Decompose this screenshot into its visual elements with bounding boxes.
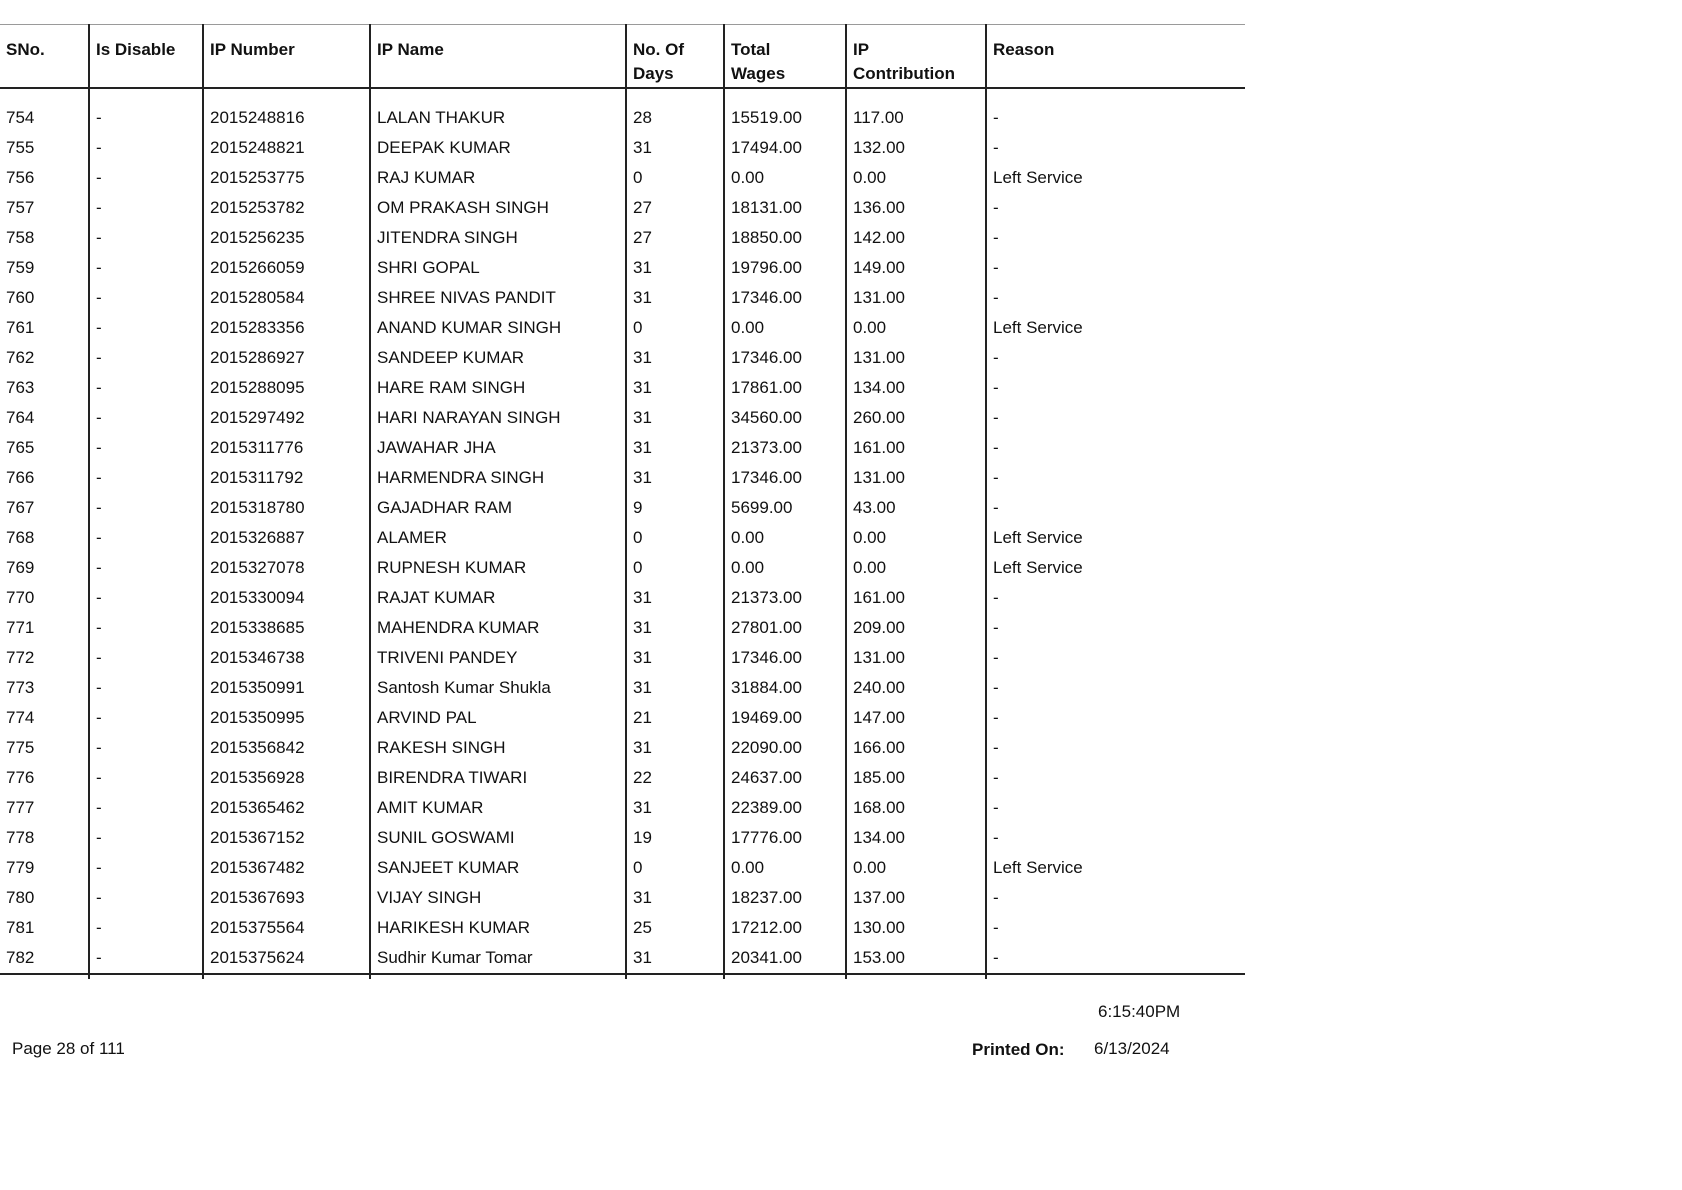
cell-total-wages: 0.00 <box>724 853 846 883</box>
cell-ip-number: 2015311792 <box>203 463 370 493</box>
cell-is-disable: - <box>89 493 203 523</box>
table-row <box>0 733 1245 763</box>
cell-is-disable: - <box>89 133 203 163</box>
cell-ip-number: 2015288095 <box>203 373 370 403</box>
cell-reason: - <box>986 673 1245 703</box>
header-reason <box>986 25 1245 89</box>
cell-total-wages: 22389.00 <box>724 793 846 823</box>
table-row <box>0 673 1245 703</box>
cell-ip-name: Sudhir Kumar Tomar <box>370 943 626 974</box>
cell-ip-number: 2015248816 <box>203 103 370 133</box>
cell-no-of-days: 25 <box>626 913 724 943</box>
cell-ip-contribution: 142.00 <box>846 223 986 253</box>
cell-sno: 764 <box>6 408 35 427</box>
cell-is-disable: - <box>89 613 203 643</box>
cell-no-of-days: 31 <box>626 613 724 643</box>
cell-sno: 776 <box>6 768 35 787</box>
header-no-of-days-line2: Days <box>633 64 674 83</box>
cell-no-of-days: 0 <box>626 523 724 553</box>
cell-no-of-days: 31 <box>626 133 724 163</box>
cell-ip-name: GAJADHAR RAM <box>370 493 626 523</box>
cell-ip-name: RUPNESH KUMAR <box>370 553 626 583</box>
cell-sno: 761 <box>6 318 35 337</box>
cell-is-disable: - <box>89 373 203 403</box>
cell-ip-contribution: 117.00 <box>846 103 986 133</box>
cell-no-of-days: 27 <box>626 223 724 253</box>
cell-no-of-days: 22 <box>626 763 724 793</box>
header-sno-label: SNo. <box>6 40 45 59</box>
table-row <box>0 823 1245 853</box>
cell-ip-number: 2015253782 <box>203 193 370 223</box>
cell-ip-name: DEEPAK KUMAR <box>370 133 626 163</box>
cell-ip-contribution: 131.00 <box>846 283 986 313</box>
cell-is-disable: - <box>89 313 203 343</box>
cell-no-of-days: 28 <box>626 103 724 133</box>
header-total-wages-line2: Wages <box>731 64 786 83</box>
header-reason-label: Reason <box>993 40 1055 59</box>
cell-total-wages: 15519.00 <box>724 103 846 133</box>
cell-ip-name: RAJAT KUMAR <box>370 583 626 613</box>
cell-ip-number: 2015256235 <box>203 223 370 253</box>
cell-reason: - <box>986 823 1245 853</box>
cell-no-of-days: 31 <box>626 943 724 974</box>
cell-no-of-days: 31 <box>626 463 724 493</box>
cell-no-of-days: 31 <box>626 793 724 823</box>
cell-is-disable: - <box>89 943 203 974</box>
cell-ip-number: 2015346738 <box>203 643 370 673</box>
cell-is-disable: - <box>89 523 203 553</box>
table-row <box>0 133 1245 163</box>
cell-sno: 759 <box>6 258 35 277</box>
cell-ip-contribution: 149.00 <box>846 253 986 283</box>
header-ip-number <box>203 25 370 89</box>
cell-is-disable: - <box>89 793 203 823</box>
cell-is-disable: - <box>89 583 203 613</box>
cell-ip-contribution: 132.00 <box>846 133 986 163</box>
cell-total-wages: 18131.00 <box>724 193 846 223</box>
cell-total-wages: 31884.00 <box>724 673 846 703</box>
cell-sno: 773 <box>6 678 35 697</box>
cell-ip-number: 2015367152 <box>203 823 370 853</box>
cell-ip-number: 2015356842 <box>203 733 370 763</box>
cell-ip-name: ARVIND PAL <box>370 703 626 733</box>
cell-ip-contribution: 131.00 <box>846 643 986 673</box>
cell-reason: - <box>986 703 1245 733</box>
cell-ip-name: TRIVENI PANDEY <box>370 643 626 673</box>
cell-total-wages: 18850.00 <box>724 223 846 253</box>
cell-ip-name: AMIT KUMAR <box>370 793 626 823</box>
printed-on-label: Printed On: <box>972 1040 1065 1059</box>
cell-sno: 756 <box>6 168 35 187</box>
cell-sno: 774 <box>6 708 35 727</box>
cell-sno: 755 <box>6 138 35 157</box>
table-row <box>0 853 1245 883</box>
table-row <box>0 403 1245 433</box>
cell-ip-contribution: 260.00 <box>846 403 986 433</box>
cell-reason: - <box>986 373 1245 403</box>
printed-time: 6:15:40PM <box>1098 1002 1181 1021</box>
table-tail <box>0 974 1245 979</box>
cell-ip-name: SHRI GOPAL <box>370 253 626 283</box>
cell-ip-number: 2015367482 <box>203 853 370 883</box>
header-is-disable <box>89 25 203 89</box>
cell-no-of-days: 31 <box>626 343 724 373</box>
cell-ip-number: 2015375624 <box>203 943 370 974</box>
header-no-of-days <box>626 25 724 89</box>
cell-ip-name: BIRENDRA TIWARI <box>370 763 626 793</box>
cell-is-disable: - <box>89 283 203 313</box>
cell-sno: 762 <box>6 348 35 367</box>
table-row <box>0 463 1245 493</box>
cell-sno: 779 <box>6 858 35 877</box>
cell-no-of-days: 0 <box>626 313 724 343</box>
cell-ip-contribution: 43.00 <box>846 493 986 523</box>
cell-ip-number: 2015266059 <box>203 253 370 283</box>
cell-ip-number: 2015327078 <box>203 553 370 583</box>
table-row <box>0 373 1245 403</box>
cell-no-of-days: 31 <box>626 673 724 703</box>
cell-ip-number: 2015311776 <box>203 433 370 463</box>
cell-no-of-days: 31 <box>626 643 724 673</box>
cell-ip-number: 2015253775 <box>203 163 370 193</box>
cell-ip-contribution: 168.00 <box>846 793 986 823</box>
cell-is-disable: - <box>89 103 203 133</box>
cell-ip-contribution: 153.00 <box>846 943 986 974</box>
cell-reason: - <box>986 493 1245 523</box>
cell-no-of-days: 31 <box>626 733 724 763</box>
table-row <box>0 613 1245 643</box>
table-row <box>0 103 1245 133</box>
cell-ip-contribution: 161.00 <box>846 433 986 463</box>
cell-reason: - <box>986 463 1245 493</box>
table-row <box>0 343 1245 373</box>
cell-ip-name: SANDEEP KUMAR <box>370 343 626 373</box>
cell-total-wages: 20341.00 <box>724 943 846 974</box>
cell-sno: 763 <box>6 378 35 397</box>
cell-total-wages: 17346.00 <box>724 343 846 373</box>
table-row <box>0 763 1245 793</box>
header-ip-name-label: IP Name <box>377 40 444 59</box>
cell-reason: - <box>986 733 1245 763</box>
table-row <box>0 553 1245 583</box>
table-header <box>0 25 1245 89</box>
cell-ip-contribution: 131.00 <box>846 343 986 373</box>
cell-is-disable: - <box>89 853 203 883</box>
cell-is-disable: - <box>89 193 203 223</box>
cell-reason: - <box>986 883 1245 913</box>
cell-ip-contribution: 166.00 <box>846 733 986 763</box>
cell-reason: - <box>986 133 1245 163</box>
table-row <box>0 193 1245 223</box>
cell-no-of-days: 31 <box>626 433 724 463</box>
table-row <box>0 163 1245 193</box>
cell-sno: 782 <box>0 943 89 974</box>
cell-ip-contribution: 0.00 <box>846 553 986 583</box>
cell-ip-number: 2015365462 <box>203 793 370 823</box>
header-ip-contribution-line1: IP <box>853 40 870 59</box>
cell-sno: 771 <box>6 618 35 637</box>
cell-ip-contribution: 137.00 <box>846 883 986 913</box>
cell-total-wages: 18237.00 <box>724 883 846 913</box>
cell-reason: - <box>986 643 1245 673</box>
cell-is-disable: - <box>89 913 203 943</box>
cell-ip-contribution: 147.00 <box>846 703 986 733</box>
cell-reason: Left Service <box>986 313 1245 343</box>
cell-reason: - <box>986 583 1245 613</box>
cell-sno: 781 <box>6 918 35 937</box>
cell-ip-contribution: 131.00 <box>846 463 986 493</box>
header-sno <box>0 25 89 89</box>
cell-ip-contribution: 0.00 <box>846 313 986 343</box>
cell-reason: Left Service <box>986 163 1245 193</box>
table-row <box>0 433 1245 463</box>
cell-ip-name: HARE RAM SINGH <box>370 373 626 403</box>
table-row <box>0 253 1245 283</box>
table-spacer-top <box>0 88 1245 103</box>
cell-ip-name: HARI NARAYAN SINGH <box>370 403 626 433</box>
contribution-table <box>0 24 1245 979</box>
cell-ip-name: JAWAHAR JHA <box>370 433 626 463</box>
cell-ip-name: RAKESH SINGH <box>370 733 626 763</box>
cell-ip-number: 2015326887 <box>203 523 370 553</box>
cell-total-wages: 17861.00 <box>724 373 846 403</box>
cell-no-of-days: 0 <box>626 163 724 193</box>
cell-ip-name: SHREE NIVAS PANDIT <box>370 283 626 313</box>
table-body <box>0 88 1245 979</box>
cell-sno: 767 <box>6 498 35 517</box>
cell-total-wages: 0.00 <box>724 163 846 193</box>
cell-total-wages: 24637.00 <box>724 763 846 793</box>
cell-sno: 757 <box>6 198 35 217</box>
cell-ip-name: JITENDRA SINGH <box>370 223 626 253</box>
cell-ip-number: 2015286927 <box>203 343 370 373</box>
cell-no-of-days: 31 <box>626 583 724 613</box>
cell-total-wages: 34560.00 <box>724 403 846 433</box>
cell-total-wages: 17494.00 <box>724 133 846 163</box>
header-total-wages <box>724 25 846 89</box>
cell-is-disable: - <box>89 883 203 913</box>
cell-is-disable: - <box>89 403 203 433</box>
cell-is-disable: - <box>89 163 203 193</box>
cell-no-of-days: 31 <box>626 253 724 283</box>
cell-reason: Left Service <box>986 553 1245 583</box>
table-row <box>0 883 1245 913</box>
cell-no-of-days: 0 <box>626 853 724 883</box>
header-total-wages-line1: Total <box>731 40 771 59</box>
header-ip-name <box>370 25 626 89</box>
cell-sno: 758 <box>6 228 35 247</box>
cell-sno: 768 <box>6 528 35 547</box>
table-row <box>0 283 1245 313</box>
cell-total-wages: 27801.00 <box>724 613 846 643</box>
cell-ip-contribution: 134.00 <box>846 373 986 403</box>
cell-no-of-days: 31 <box>626 883 724 913</box>
cell-ip-number: 2015338685 <box>203 613 370 643</box>
cell-total-wages: 5699.00 <box>724 493 846 523</box>
cell-ip-contribution: 161.00 <box>846 583 986 613</box>
cell-ip-contribution: 134.00 <box>846 823 986 853</box>
cell-ip-number: 2015367693 <box>203 883 370 913</box>
cell-no-of-days: 19 <box>626 823 724 853</box>
cell-sno: 770 <box>6 588 35 607</box>
cell-ip-name: HARIKESH KUMAR <box>370 913 626 943</box>
cell-reason: - <box>986 403 1245 433</box>
header-is-disable-label: Is Disable <box>96 40 176 59</box>
cell-total-wages: 17346.00 <box>724 643 846 673</box>
cell-reason: - <box>986 103 1245 133</box>
cell-is-disable: - <box>89 733 203 763</box>
cell-total-wages: 0.00 <box>724 553 846 583</box>
cell-reason: - <box>986 913 1245 943</box>
table-row <box>0 643 1245 673</box>
cell-ip-number: 2015248821 <box>203 133 370 163</box>
cell-ip-contribution: 0.00 <box>846 163 986 193</box>
cell-is-disable: - <box>89 763 203 793</box>
cell-total-wages: 17346.00 <box>724 463 846 493</box>
cell-total-wages: 21373.00 <box>724 433 846 463</box>
cell-no-of-days: 31 <box>626 403 724 433</box>
cell-ip-number: 2015318780 <box>203 493 370 523</box>
cell-ip-number: 2015280584 <box>203 283 370 313</box>
printed-on-date: 6/13/2024 <box>1094 1039 1170 1058</box>
page-number: Page 28 of 111 <box>12 1039 125 1058</box>
contribution-report <box>0 24 1245 979</box>
table-row <box>0 943 1245 974</box>
cell-total-wages: 0.00 <box>724 313 846 343</box>
cell-ip-name: MAHENDRA KUMAR <box>370 613 626 643</box>
cell-reason: Left Service <box>986 523 1245 553</box>
cell-sno: 772 <box>6 648 35 667</box>
cell-reason: - <box>986 943 1245 974</box>
cell-total-wages: 17212.00 <box>724 913 846 943</box>
cell-ip-name: VIJAY SINGH <box>370 883 626 913</box>
table-row <box>0 583 1245 613</box>
cell-no-of-days: 21 <box>626 703 724 733</box>
cell-ip-contribution: 130.00 <box>846 913 986 943</box>
header-no-of-days-line1: No. Of <box>633 40 684 59</box>
cell-total-wages: 22090.00 <box>724 733 846 763</box>
cell-sno: 775 <box>6 738 35 757</box>
cell-reason: - <box>986 193 1245 223</box>
cell-ip-contribution: 240.00 <box>846 673 986 703</box>
cell-ip-contribution: 209.00 <box>846 613 986 643</box>
table-row <box>0 703 1245 733</box>
table-row <box>0 493 1245 523</box>
cell-sno: 754 <box>6 108 35 127</box>
cell-ip-contribution: 0.00 <box>846 523 986 553</box>
cell-ip-contribution: 0.00 <box>846 853 986 883</box>
cell-sno: 780 <box>6 888 35 907</box>
cell-ip-number: 2015375564 <box>203 913 370 943</box>
cell-total-wages: 17346.00 <box>724 283 846 313</box>
cell-sno: 766 <box>6 468 35 487</box>
cell-is-disable: - <box>89 673 203 703</box>
cell-is-disable: - <box>89 643 203 673</box>
cell-ip-name: Santosh Kumar Shukla <box>370 673 626 703</box>
cell-no-of-days: 27 <box>626 193 724 223</box>
cell-reason: - <box>986 793 1245 823</box>
cell-reason: - <box>986 253 1245 283</box>
cell-is-disable: - <box>89 343 203 373</box>
cell-sno: 765 <box>6 438 35 457</box>
cell-ip-number: 2015297492 <box>203 403 370 433</box>
cell-reason: - <box>986 223 1245 253</box>
header-ip-contribution <box>846 25 986 89</box>
table-row <box>0 523 1245 553</box>
cell-sno: 777 <box>6 798 35 817</box>
cell-ip-name: SANJEET KUMAR <box>370 853 626 883</box>
cell-is-disable: - <box>89 223 203 253</box>
cell-ip-name: SUNIL GOSWAMI <box>370 823 626 853</box>
cell-ip-name: ANAND KUMAR SINGH <box>370 313 626 343</box>
cell-ip-contribution: 185.00 <box>846 763 986 793</box>
cell-is-disable: - <box>89 823 203 853</box>
table-row <box>0 793 1245 823</box>
header-ip-contribution-line2: Contribution <box>853 64 955 83</box>
cell-reason: - <box>986 433 1245 463</box>
cell-no-of-days: 31 <box>626 283 724 313</box>
cell-reason: Left Service <box>986 853 1245 883</box>
header-ip-number-label: IP Number <box>210 40 295 59</box>
cell-sno: 769 <box>6 558 35 577</box>
cell-ip-number: 2015356928 <box>203 763 370 793</box>
cell-ip-name: LALAN THAKUR <box>370 103 626 133</box>
cell-is-disable: - <box>89 553 203 583</box>
cell-is-disable: - <box>89 253 203 283</box>
cell-total-wages: 17776.00 <box>724 823 846 853</box>
cell-ip-name: RAJ KUMAR <box>370 163 626 193</box>
cell-sno: 760 <box>6 288 35 307</box>
cell-ip-number: 2015330094 <box>203 583 370 613</box>
cell-ip-number: 2015350991 <box>203 673 370 703</box>
cell-ip-number: 2015350995 <box>203 703 370 733</box>
cell-no-of-days: 0 <box>626 553 724 583</box>
cell-reason: - <box>986 613 1245 643</box>
cell-no-of-days: 9 <box>626 493 724 523</box>
cell-ip-name: HARMENDRA SINGH <box>370 463 626 493</box>
cell-ip-name: OM PRAKASH SINGH <box>370 193 626 223</box>
cell-reason: - <box>986 343 1245 373</box>
cell-reason: - <box>986 283 1245 313</box>
cell-no-of-days: 31 <box>626 373 724 403</box>
table-row <box>0 313 1245 343</box>
cell-is-disable: - <box>89 433 203 463</box>
cell-ip-number: 2015283356 <box>203 313 370 343</box>
cell-sno: 778 <box>6 828 35 847</box>
cell-ip-contribution: 136.00 <box>846 193 986 223</box>
cell-is-disable: - <box>89 463 203 493</box>
cell-total-wages: 21373.00 <box>724 583 846 613</box>
cell-total-wages: 19796.00 <box>724 253 846 283</box>
cell-is-disable: - <box>89 703 203 733</box>
cell-reason: - <box>986 763 1245 793</box>
table-row <box>0 913 1245 943</box>
cell-total-wages: 0.00 <box>724 523 846 553</box>
cell-total-wages: 19469.00 <box>724 703 846 733</box>
cell-ip-name: ALAMER <box>370 523 626 553</box>
table-row <box>0 223 1245 253</box>
